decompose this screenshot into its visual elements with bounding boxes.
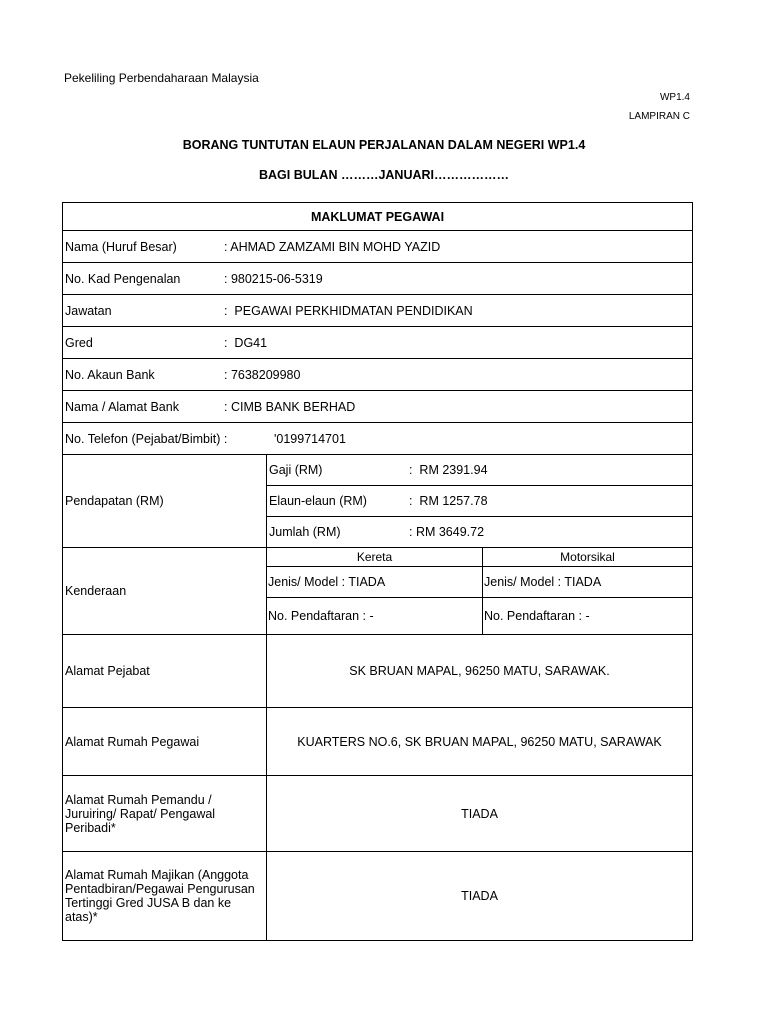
- row-nama: [63, 231, 693, 263]
- row-pejabat: [63, 635, 693, 708]
- gred-value: : DG41: [224, 335, 268, 350]
- nama-value: : AHMAD ZAMZAMI BIN MOHD YAZID: [224, 239, 441, 254]
- rumah-value: KUARTERS NO.6, SK BRUAN MAPAL, 96250 MATU, SARAWAK: [267, 708, 693, 776]
- nama-label: Nama (Huruf Besar): [65, 239, 177, 254]
- row-akaun: [63, 359, 693, 391]
- pejabat-label: Alamat Pejabat: [63, 635, 267, 708]
- motor-jenis: Jenis/ Model : TIADA: [483, 567, 692, 598]
- kereta-jenis: Jenis/ Model : TIADA: [267, 567, 482, 598]
- officer-info-table: [62, 202, 693, 941]
- row-pendapatan: [63, 455, 693, 548]
- form-title: BORANG TUNTUTAN ELAUN PERJALANAN DALAM NEGERI WP1.4: [182, 138, 586, 152]
- ic-label: No. Kad Pengenalan: [65, 271, 181, 286]
- row-telefon: [63, 423, 693, 455]
- ic-value: : 980215-06-5319: [224, 271, 323, 286]
- month-line: BAGI BULAN ………JANUARI………………: [259, 168, 509, 182]
- row-gred: [63, 327, 693, 359]
- elaun-value: : RM 1257.78: [409, 494, 488, 508]
- attachment-label: LAMPIRAN C: [628, 111, 690, 122]
- pejabat-value: SK BRUAN MAPAL, 96250 MATU, SARAWAK.: [267, 635, 693, 708]
- rumah-label: Alamat Rumah Pegawai: [63, 708, 267, 776]
- kenderaan-label: Kenderaan: [63, 548, 267, 635]
- form-code: WP1.4: [659, 92, 690, 103]
- row-pemandu: [63, 776, 693, 852]
- akaun-label: No. Akaun Bank: [65, 367, 155, 382]
- row-bank: [63, 391, 693, 423]
- majikan-value: TIADA: [267, 852, 693, 941]
- elaun-row: [267, 486, 692, 517]
- gaji-row: [267, 455, 692, 486]
- telefon-label: No. Telefon (Pejabat/Bimbit) :: [65, 431, 228, 446]
- pemandu-value: TIADA: [267, 776, 693, 852]
- jumlah-label: Jumlah (RM): [269, 525, 341, 539]
- elaun-label: Elaun-elaun (RM): [269, 494, 367, 508]
- jumlah-row: [267, 517, 692, 547]
- pendapatan-label: Pendapatan (RM): [63, 455, 267, 548]
- jawatan-label: Jawatan: [65, 303, 112, 318]
- telefon-value: '0199714701: [274, 431, 346, 446]
- row-rumah: [63, 708, 693, 776]
- row-kenderaan: [63, 548, 693, 635]
- gaji-value: : RM 2391.94: [409, 463, 488, 477]
- gaji-label: Gaji (RM): [269, 463, 323, 477]
- jawatan-value: : PEGAWAI PERKHIDMATAN PENDIDIKAN: [224, 303, 473, 318]
- motor-daftar: No. Pendaftaran : -: [484, 609, 590, 623]
- majikan-label: Alamat Rumah Majikan (Anggota Pentadbiran/Pegawai Pengurusan Tertinggi Gred JUSA B dan ke atas)*: [63, 852, 267, 941]
- row-jawatan: [63, 295, 693, 327]
- gred-label: Gred: [65, 335, 93, 350]
- bank-label: Nama / Alamat Bank: [65, 399, 179, 414]
- pemandu-label: Alamat Rumah Pemandu / Juruiring/ Rapat/ Pengawal Peribadi*: [63, 776, 267, 852]
- kereta-header: Kereta: [267, 548, 482, 567]
- section-title: MAKLUMAT PEGAWAI: [63, 203, 693, 231]
- jumlah-value: : RM 3649.72: [409, 525, 485, 539]
- publisher-text: Pekeliling Perbendaharaan Malaysia: [64, 71, 259, 85]
- row-ic: [63, 263, 693, 295]
- kereta-daftar: No. Pendaftaran : -: [268, 609, 374, 623]
- bank-value: : CIMB BANK BERHAD: [224, 399, 356, 414]
- motor-header: Motorsikal: [483, 548, 692, 567]
- akaun-value: : 7638209980: [224, 367, 301, 382]
- row-majikan: [63, 852, 693, 941]
